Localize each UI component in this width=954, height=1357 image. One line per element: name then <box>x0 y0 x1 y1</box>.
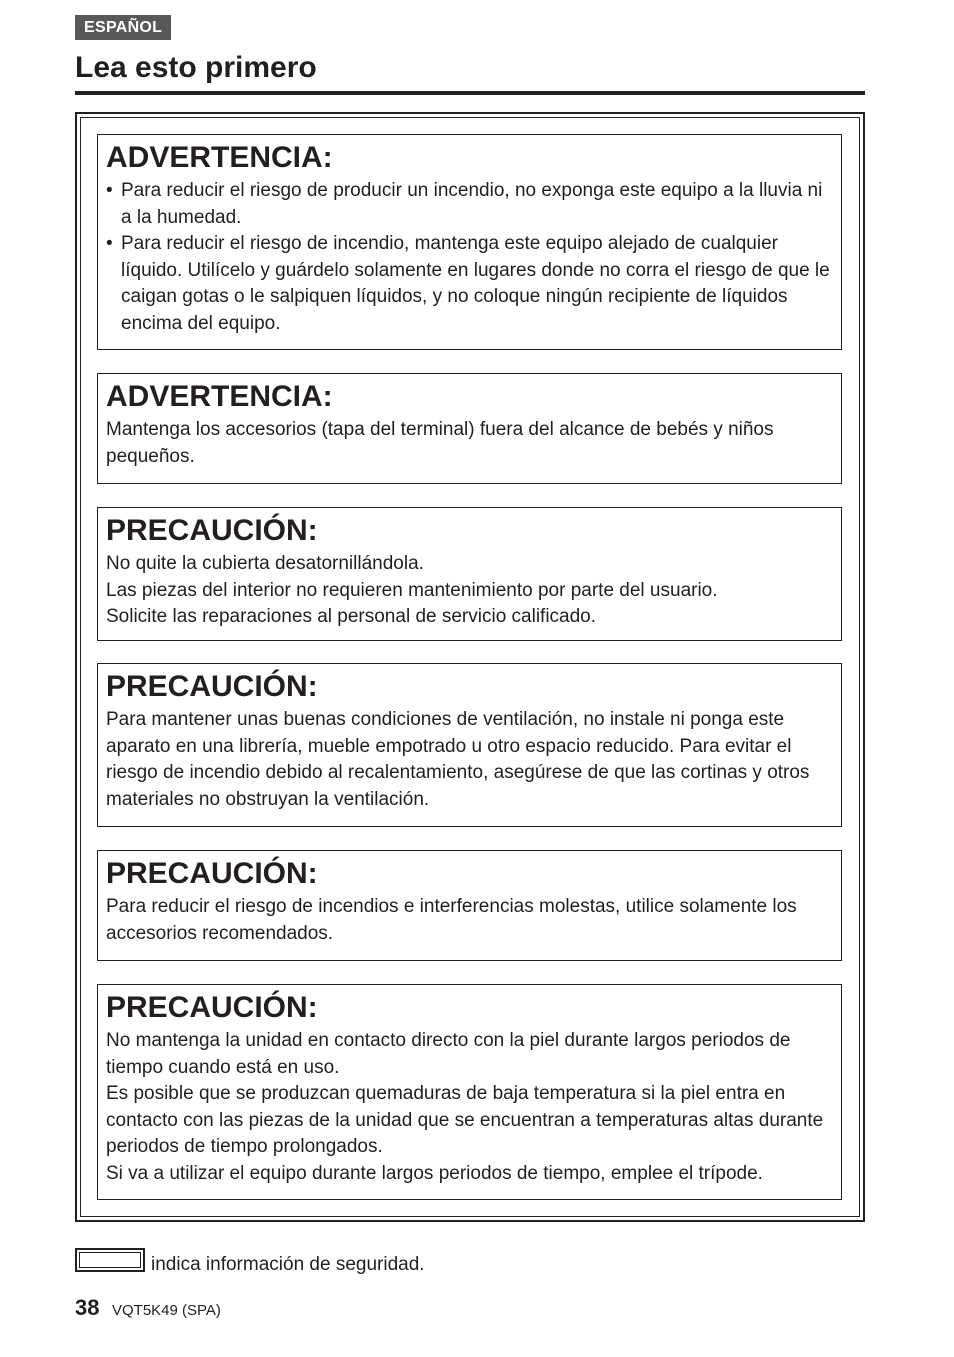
bullet-list <box>106 178 833 337</box>
safety-legend-text: indica información de seguridad. <box>151 1254 425 1275</box>
notice-paragraph: Solicite las reparaciones al personal de servicio calificado. <box>106 606 597 627</box>
bullet-icon: • <box>106 233 113 254</box>
notice-heading: PRECAUCIÓN: <box>106 857 318 890</box>
list-item-text: Para reducir el riesgo de incendio, mantenga este equipo alejado de cualquier líquido. Utilícelo y guárdelo solamente en lugares donde no corra el riesgo de que le caigan gotas o le salpiquen líquidos, y no coloque ningún recipiente de líquidos encima del equipo. <box>121 233 830 334</box>
notice-paragraph: Mantenga los accesorios (tapa del terminal) fuera del alcance de bebés y niños pequeños. <box>106 419 774 467</box>
safety-legend-icon <box>75 1248 145 1272</box>
bullet-icon: • <box>106 180 113 201</box>
caution-box-cover <box>97 507 842 641</box>
caution-box-accessories <box>97 850 842 961</box>
list-item-text: Para reducir el riesgo de producir un incendio, no exponga este equipo a la lluvia ni a la humedad. <box>121 180 823 228</box>
notice-paragraph: Las piezas del interior no requieren mantenimiento por parte del usuario. <box>106 579 718 601</box>
notice-paragraph: Para reducir el riesgo de incendios e interferencias molestas, utilice solamente los accesorios recomendados. <box>106 896 797 944</box>
list-item <box>106 231 833 337</box>
notice-heading: ADVERTENCIA: <box>106 141 333 174</box>
notice-body <box>106 1028 833 1187</box>
warning-box-accessories <box>97 373 842 484</box>
notice-heading: PRECAUCIÓN: <box>106 514 318 547</box>
safety-legend-icon-inner <box>79 1252 141 1268</box>
document-code: VQT5K49 (SPA) <box>112 1302 221 1319</box>
notice-heading: ADVERTENCIA: <box>106 380 333 413</box>
notice-paragraph: Para mantener unas buenas condiciones de ventilación, no instale ni ponga este aparato en una librería, mueble empotrado u otro espacio reducido. Para evitar el riesgo de incendio debido al recalentamiento, asegúrese de que las cortinas y otros materiales no obstruyan la ventilación. <box>106 709 810 810</box>
notice-body <box>106 551 833 631</box>
notice-paragraph: No quite la cubierta desatornillándola. <box>106 553 424 574</box>
caution-box-ventilation <box>97 663 842 827</box>
notice-heading: PRECAUCIÓN: <box>106 991 318 1024</box>
notice-heading: PRECAUCIÓN: <box>106 670 318 703</box>
notice-paragraph: Si va a utilizar el equipo durante largos periodos de tiempo, emplee el trípode. <box>106 1162 763 1184</box>
notice-body <box>106 894 833 947</box>
page-number: 38 <box>75 1295 100 1320</box>
caution-box-skin-contact <box>97 984 842 1200</box>
list-item <box>106 178 833 231</box>
notice-body <box>106 178 833 337</box>
notice-paragraph: No mantenga la unidad en contacto directo con la piel durante largos periodos de tiempo cuando está en uso. <box>106 1030 791 1078</box>
notice-body <box>106 417 833 470</box>
language-tag: ESPAÑOL <box>75 15 171 40</box>
notice-body <box>106 707 833 813</box>
page-title: Lea esto primero <box>75 51 317 84</box>
warning-box-moisture <box>97 134 842 350</box>
title-rule <box>75 91 865 95</box>
notice-paragraph: Es posible que se produzcan quemaduras de baja temperatura si la piel entra en contacto con las piezas de la unidad que se encuentran a temperaturas altas durante periodos de tiempo prolongados. <box>106 1083 824 1157</box>
